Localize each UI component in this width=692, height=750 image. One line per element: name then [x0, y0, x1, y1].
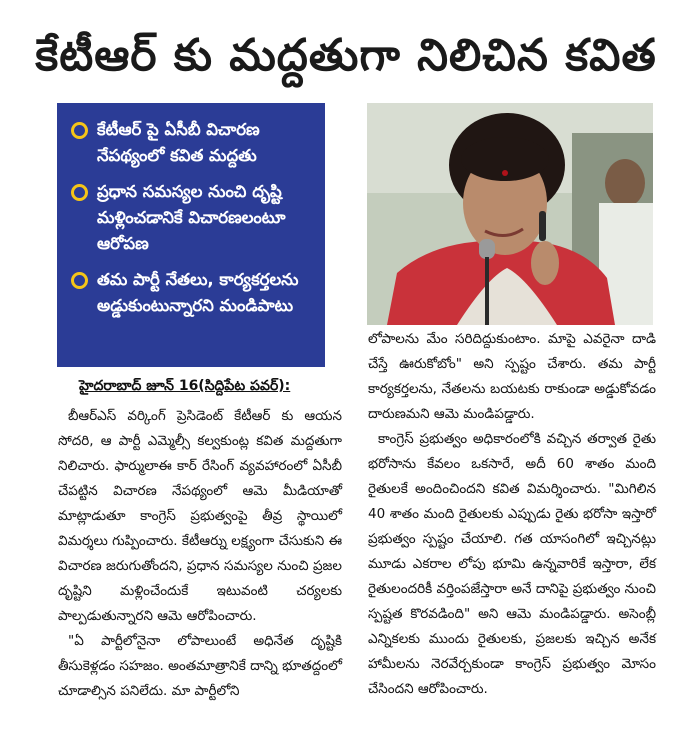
highlight-item	[71, 267, 315, 319]
headline: కేటీఆర్ కు మద్దతుగా నిలిచిన కవిత	[35, 30, 657, 81]
paragraph: బీఆర్ఎస్ వర్కింగ్ ప్రెసిడెంట్ కేటీఆర్ కు ఆయన సోదరి, ఆ పార్టీ ఎమ్మెల్సీ కల్వకుంట్ల కవిత మద్దతుగా నిలిచారు. ఫార్ములాఈ కార్ రేసింగ్ వ్యవహారంలో ఏసీబీ చేపట్టిన విచారణ నేపథ్యంలో ఆమె మీడియాతో మాట్లాడుతూ కాంగ్రెస్ ప్రభుత్వంపై తీవ్ర స్థాయిలో విమర్శలు గుప్పించారు. కేటీఆర్ను లక్ష్యంగా చేసుకుని ఈ విచారణ జరుగుతోందని, ప్రధాన సమస్యల నుంచి ప్రజల దృష్టిని మళ్లించేందుకే ఇటువంటి చర్యలకు పాల్పడుతున్నారని ఆమె ఆరోపించారు.	[58, 408, 342, 624]
article-column-2	[368, 327, 656, 702]
dateline: హైదరాబాద్ జూన్ 16(సిద్దిపేట పవర్):	[79, 378, 291, 394]
circle-bullet-icon	[71, 272, 88, 289]
article-column-1	[58, 404, 342, 704]
highlight-item	[71, 179, 315, 257]
news-photo	[367, 103, 653, 325]
woman-speaking-photo	[367, 103, 653, 325]
paragraph: లోపాలను మేం సరిదిద్దుకుంటాం. మాపై ఎవరైనా దాడి చేస్తే ఊరుకోబోం" అని స్పష్టం చేశారు. తమ పార్టీ కార్యకర్తలను, నేతలను బయటకు రాకుండా అడ్డుకోవడం దారుణమని ఆమె మండిపడ్డారు.	[368, 331, 656, 422]
highlight-text: తమ పార్టీ నేతలు, కార్యకర్తలను అడ్డుకుంటున్నారని మండిపాటు	[97, 270, 299, 315]
paragraph: కాంగ్రెస్ ప్రభుత్వం అధికారంలోకి వచ్చిన తర్వాత రైతు భరోసాను కేవలం ఒకసారే, అదీ 60 శాతం మంది రైతులకే అందించిందని కవిత విమర్శించారు. "మిగిలిన 40 శాతం మంది రైతులకు ఎప్పుడు రైతు భరోసా ఇస్తారో ప్రభుత్వం స్పష్టం చేయాలి. గత యాసంగిలో ఇచ్చినట్లు మూడు ఎకరాల లోపు భూమి ఉన్నవారికే ఇస్తారా, లేక రైతులందరికీ వర్తింపజేస్తారా అనే దానిపై ప్రభుత్వం నుంచి స్పష్టత కొరవడింది" అని ఆమె మండిపడ్డారు. అసెంబ్లీ ఎన్నికలకు ముందు రైతులకు, ప్రజలకు ఇచ్చిన అనేక హామీలను నెరవేర్చకుండా కాంగ్రెస్ ప్రభుత్వం మోసం చేసిందని ఆరోపించారు.	[368, 431, 656, 697]
highlight-text: కేటీఆర్ పై ఏసీబీ విచారణ నేపథ్యంలో కవిత మద్దతు	[97, 120, 260, 165]
highlights-box	[57, 103, 325, 367]
highlight-item	[71, 117, 315, 169]
paragraph: "ఏ పార్టీలోనైనా లోపాలుంటే అధినేత దృష్టికి తీసుకెళ్లడం సహజం. అంతమాత్రానికే దాన్ని భూతద్దంలో చూడాల్సిన పనిలేదు. మా పార్టీలోని	[58, 633, 342, 699]
highlight-text: ప్రధాన సమస్యల నుంచి దృష్టి మళ్లించడానికే విచారణలంటూ ఆరోపణ	[97, 182, 286, 253]
circle-bullet-icon	[71, 184, 88, 201]
circle-bullet-icon	[71, 122, 88, 139]
